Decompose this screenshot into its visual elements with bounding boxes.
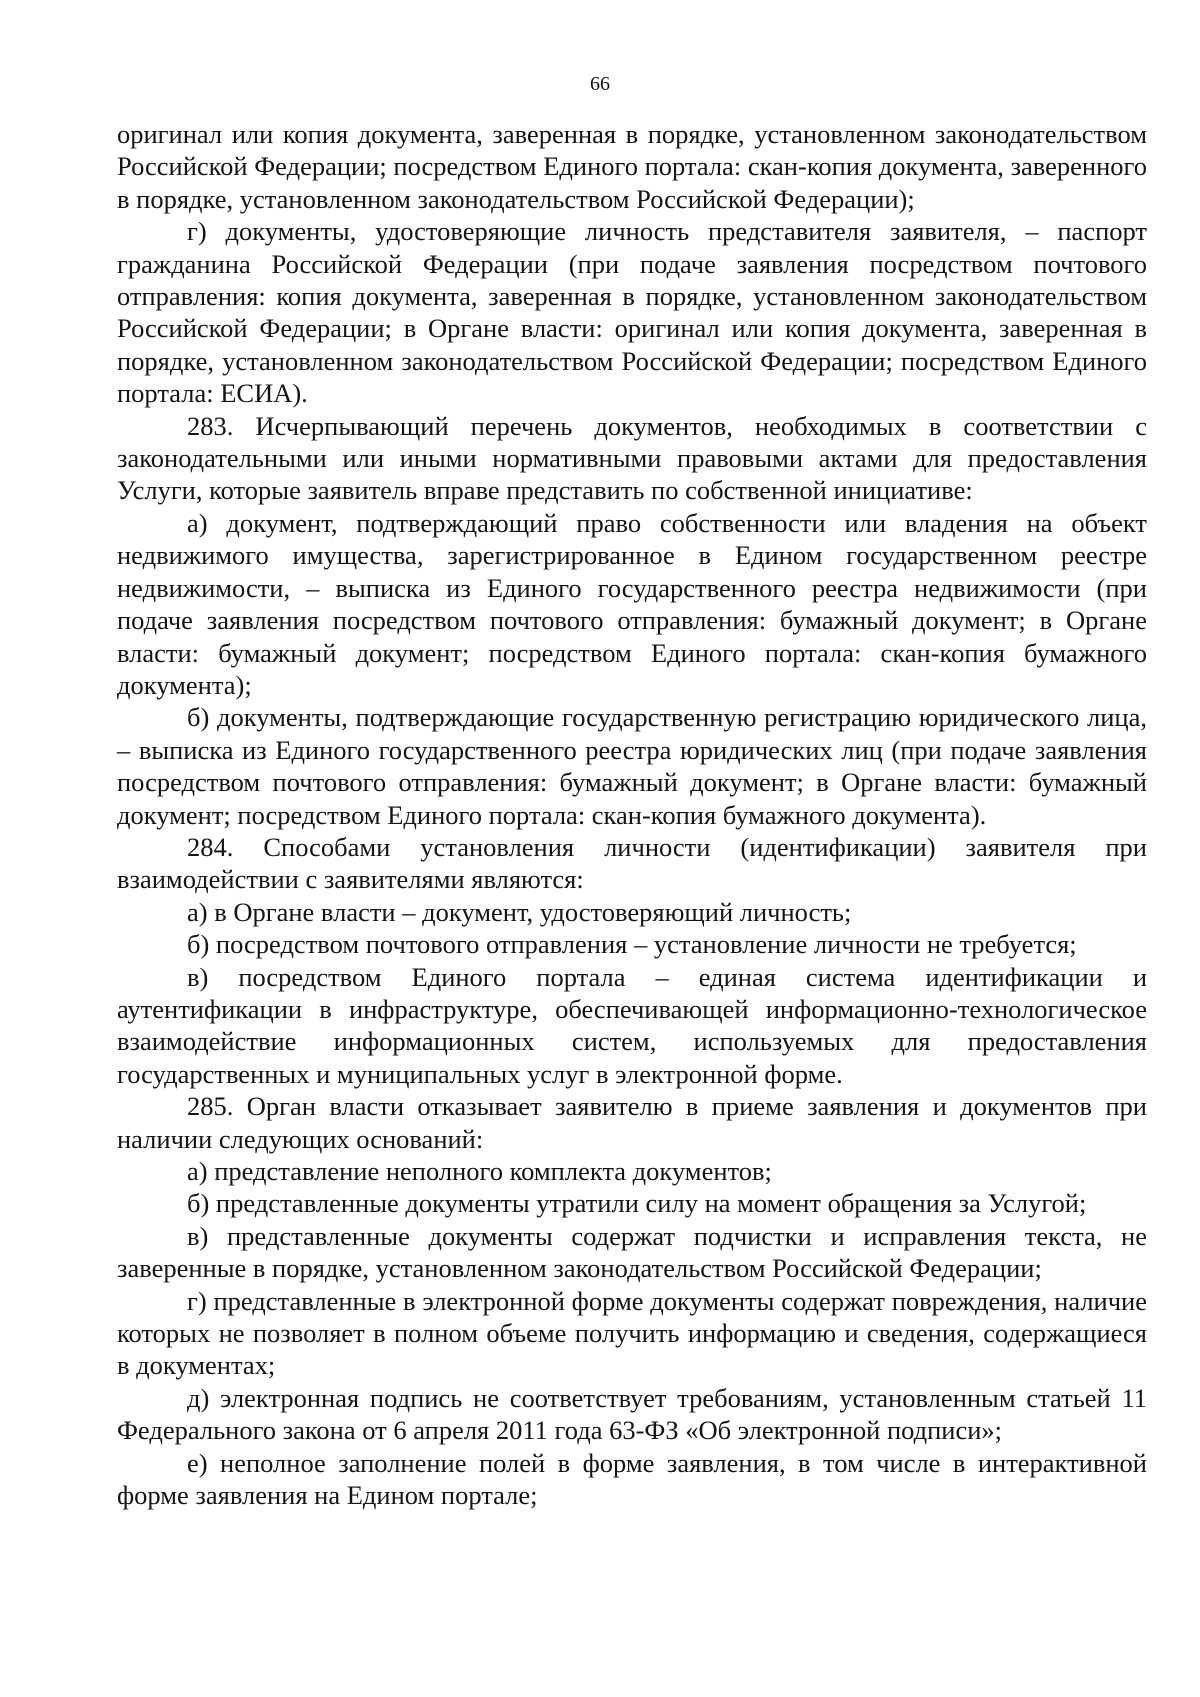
- paragraph-item-g-damaged-documents: г) представленные в электронной форме документы содержат повреждения, наличие которых не позволяет в полном объеме получить информацию и сведения, содержащиеся в документах;: [117, 1285, 1147, 1381]
- paragraph-item-a-authority: а) в Органе власти – документ, удостоверяющий личность;: [187, 896, 852, 927]
- paragraph-item-b-expired-documents: б) представленные документы утратили силу на момент обращения за Услугой;: [187, 1188, 1087, 1219]
- paragraph-item-g-representative-identity: г) документы, удостоверяющие личность представителя заявителя, – паспорт гражданина Российской Федерации (при подаче заявления посредством почтового отправления: копия документа, заверенная в порядке, установленном законодательством Российской Федерации; в Органе власти: оригинал или копия документа, заверенная в порядке, установленном законодательством Российской Федерации; посредством Единого портала: ЕСИА).: [117, 216, 1147, 409]
- paragraph-item-e-incomplete-form: е) неполное заполнение полей в форме заявления, в том числе в интерактивной форме заявления на Едином портале;: [117, 1447, 1147, 1511]
- paragraph-item-d-electronic-signature: д) электронная подпись не соответствует требованиям, установленным статьей 11 Федерального закона от 6 апреля 2011 года 63-ФЗ «Об электронной подписи»;: [117, 1382, 1147, 1446]
- page-number: 66: [590, 73, 610, 95]
- paragraph-item-v-portal: в) посредством Единого портала – единая система идентификации и аутентификации в инфраструктуре, обеспечивающей информационно-технологическое взаимодействие информационных систем, используемых для предоставления государственных и муниципальных услуг в электронной форме.: [117, 961, 1147, 1089]
- paragraph-clause-284: 284. Способами установления личности (идентификации) заявителя при взаимодействии с заявителями являются:: [117, 831, 1147, 895]
- paragraph-continuation: оригинал или копия документа, заверенная в порядке, установленном законодательством Российской Федерации; посредством Единого портала: скан-копия документа, заверенного в порядке, установленном законодательством Российской Федерации);: [117, 119, 1147, 214]
- paragraph-clause-285: 285. Орган власти отказывает заявителю в приеме заявления и документов при наличии следующих оснований:: [117, 1091, 1147, 1154]
- paragraph-item-b-postal: б) посредством почтового отправления – установление личности не требуется;: [187, 929, 1077, 960]
- document-body: [117, 118, 1147, 1511]
- paragraph-clause-283: 283. Исчерпывающий перечень документов, необходимых в соответствии с законодательными или иными нормативными правовыми актами для предоставления Услуги, которые заявитель вправе представить по собственной инициативе:: [117, 410, 1147, 506]
- paragraph-item-a-incomplete-set: а) представление неполного комплекта документов;: [187, 1156, 772, 1186]
- paragraph-item-a-property-rights: а) документ, подтверждающий право собственности или владения на объект недвижимого имущества, зарегистрированное в Едином государственном реестре недвижимости, – выписка из Единого государственного реестра недвижимости (при подаче заявления посредством почтового отправления: бумажный документ; в Органе власти: бумажный документ; посредством Единого портала: скан-копия бумажного документа);: [117, 507, 1147, 700]
- paragraph-item-v-corrections: в) представленные документы содержат подчистки и исправления текста, не заверенные в порядке, установленном законодательством Российской Федерации;: [117, 1220, 1147, 1284]
- paragraph-item-b-legal-entity-registration: б) документы, подтверждающие государственную регистрацию юридического лица, – выписка из Единого государственного реестра юридических лиц (при подаче заявления посредством почтового отправления: бумажный документ; в Органе власти: бумажный документ; посредством Единого портала: скан-копия бумажного документа).: [117, 702, 1147, 830]
